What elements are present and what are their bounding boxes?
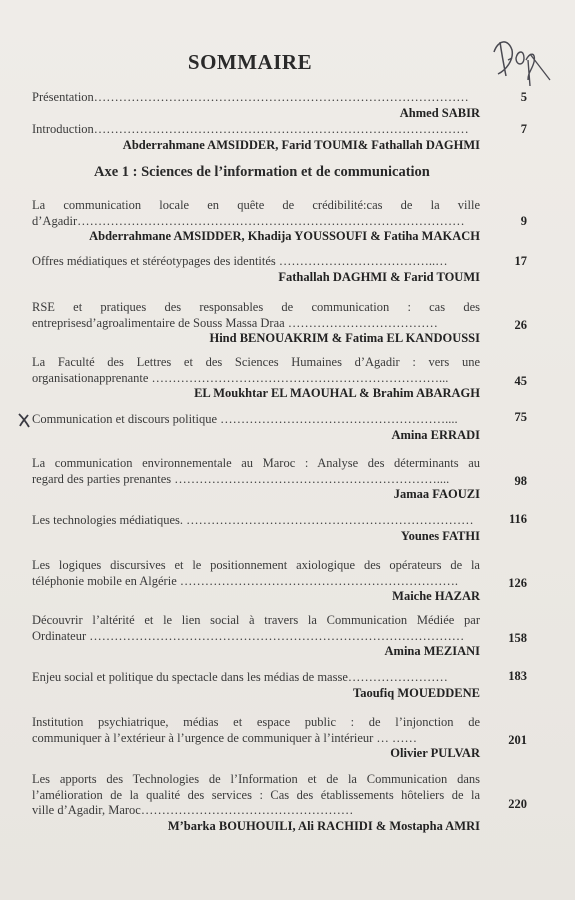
entry-title-line: Introduction………………………………………………………………………………: [32, 122, 469, 136]
toc-entry-article: [32, 198, 480, 245]
entry-page-number: 26: [514, 318, 527, 332]
entry-page-number: 9: [520, 214, 527, 228]
entry-author: Fathallah DAGHMI & Farid TOUMI: [278, 269, 480, 284]
entry-author: EL Moukhtar EL MAOUHAL & Brahim ABARAGH: [194, 386, 480, 400]
entry-author: Olivier PULVAR: [390, 746, 480, 760]
entry-page-number: 201: [508, 733, 527, 747]
entry-author: Abderrahmane AMSIDDER, Khadija YOUSSOUFI & Fatiha MAKACH: [89, 229, 480, 243]
entry-page-number: 98: [514, 474, 527, 488]
entry-page-number: 183: [508, 669, 527, 683]
toc-entry-article: [32, 715, 480, 762]
entry-author: Taoufiq MOUEDDENE: [353, 685, 480, 700]
entry-title-line: Les apports des Technologies de l’Information et de la Communication dans: [32, 772, 480, 786]
handwritten-x-mark: [17, 412, 31, 428]
entry-title-line: La communication locale en quête de crédibilité:cas de la ville: [32, 198, 480, 212]
entry-author: Ahmed SABIR: [399, 105, 480, 120]
entry-title-line: d’Agadir…………………………………………………………………………………: [32, 213, 465, 228]
section-heading: Axe 1 : Sciences de l’information et de communication: [94, 164, 430, 180]
toc-entry-article: [32, 670, 480, 701]
toc-entry-article: [32, 300, 480, 347]
toc-entry-article: [32, 513, 480, 544]
entry-title-line: Les logiques discursives et le positionnement axiologique des opérateurs de la: [32, 558, 480, 572]
entry-author: Amina ERRADI: [391, 427, 480, 442]
entry-author: M’barka BOUHOUILI, Ali RACHIDI & Mostapha AMRI: [167, 818, 480, 833]
entry-title-line: l’amélioration de la qualité des services : Cas des établissements hôteliers de la: [32, 787, 480, 802]
entry-page-number: 7: [520, 122, 527, 136]
toc-entry-introduction: [32, 122, 480, 153]
page-title: SOMMAIRE: [187, 50, 313, 74]
toc-entry-article: [32, 613, 480, 660]
entry-title-line: Les technologies médiatiques. ……………………………………………………………: [32, 513, 474, 527]
entry-page-number: 220: [508, 797, 527, 811]
toc-entry-article: [32, 558, 480, 605]
entry-page-number: 158: [508, 631, 527, 645]
entry-title-line: La Faculté des Lettres et des Sciences Humaines d’Agadir : vers une: [32, 355, 480, 369]
toc-entry-article: [32, 412, 480, 443]
entry-title-line: regard des parties prenantes ………………………………………………………....: [32, 471, 450, 486]
entry-page-number: 75: [514, 410, 527, 424]
entry-title-line: Découvrir l’altérité et le lien social à travers la Communication Médiée par: [32, 613, 480, 627]
entry-author: Abderrahmane AMSIDDER, Farid TOUMI& Fathallah DAGHMI: [122, 137, 480, 152]
toc-entry-article: [32, 772, 480, 834]
entry-author: Maiche HAZAR: [392, 589, 480, 603]
entry-title-line: ville d’Agadir, Maroc……………………………………………: [32, 803, 354, 817]
entry-title-line: La communication environnementale au Maroc : Analyse des déterminants au: [32, 456, 480, 470]
entry-author: Younes FATHI: [400, 528, 480, 543]
entry-title-line: communiquer à l’extérieur à l’urgence de communiquer à l’intérieur … ……: [32, 730, 418, 745]
entry-title-line: RSE et pratiques des responsables de communication : cas des: [32, 300, 480, 314]
toc-entry-article: [32, 355, 480, 402]
entry-title-line: organisationapprenante ……………………………………………………………...: [32, 370, 449, 385]
entry-title-line: Présentation………………………………………………………………………………: [32, 90, 469, 104]
entry-title-line: Offres médiatiques et stéréotypages des identités ………………………………..…: [32, 254, 448, 268]
entry-title-line: Institution psychiatrique, médias et espace public : de l’injonction de: [32, 715, 480, 729]
entry-title-line: Enjeu social et politique du spectacle dans les médias de masse……………………: [32, 670, 448, 684]
entry-title-line: Communication et discours politique ………………………………………………....: [32, 412, 458, 426]
entry-author: Jamaa FAOUZI: [393, 487, 480, 501]
toc-entry-article: [32, 254, 480, 285]
entry-title-line: Ordinateur ………………………………………………………………………………: [32, 628, 465, 643]
entry-author: Amina MEZIANI: [384, 644, 480, 658]
entry-title-line: entreprisesd’agroalimentaire de Souss Massa Draa ………………………………: [32, 315, 438, 330]
entry-author: Hind BENOUAKRIM & Fatima EL KANDOUSSI: [209, 331, 480, 345]
toc-entry-article: [32, 456, 480, 503]
entry-page-number: 17: [514, 254, 527, 268]
entry-page-number: 45: [514, 374, 527, 388]
entry-page-number: 5: [520, 90, 527, 104]
entry-title-line: téléphonie mobile en Algérie ………………………………………………………….: [32, 573, 458, 588]
entry-page-number: 116: [508, 512, 527, 526]
toc-entry-presentation: [32, 90, 480, 121]
entry-page-number: 126: [508, 576, 527, 590]
